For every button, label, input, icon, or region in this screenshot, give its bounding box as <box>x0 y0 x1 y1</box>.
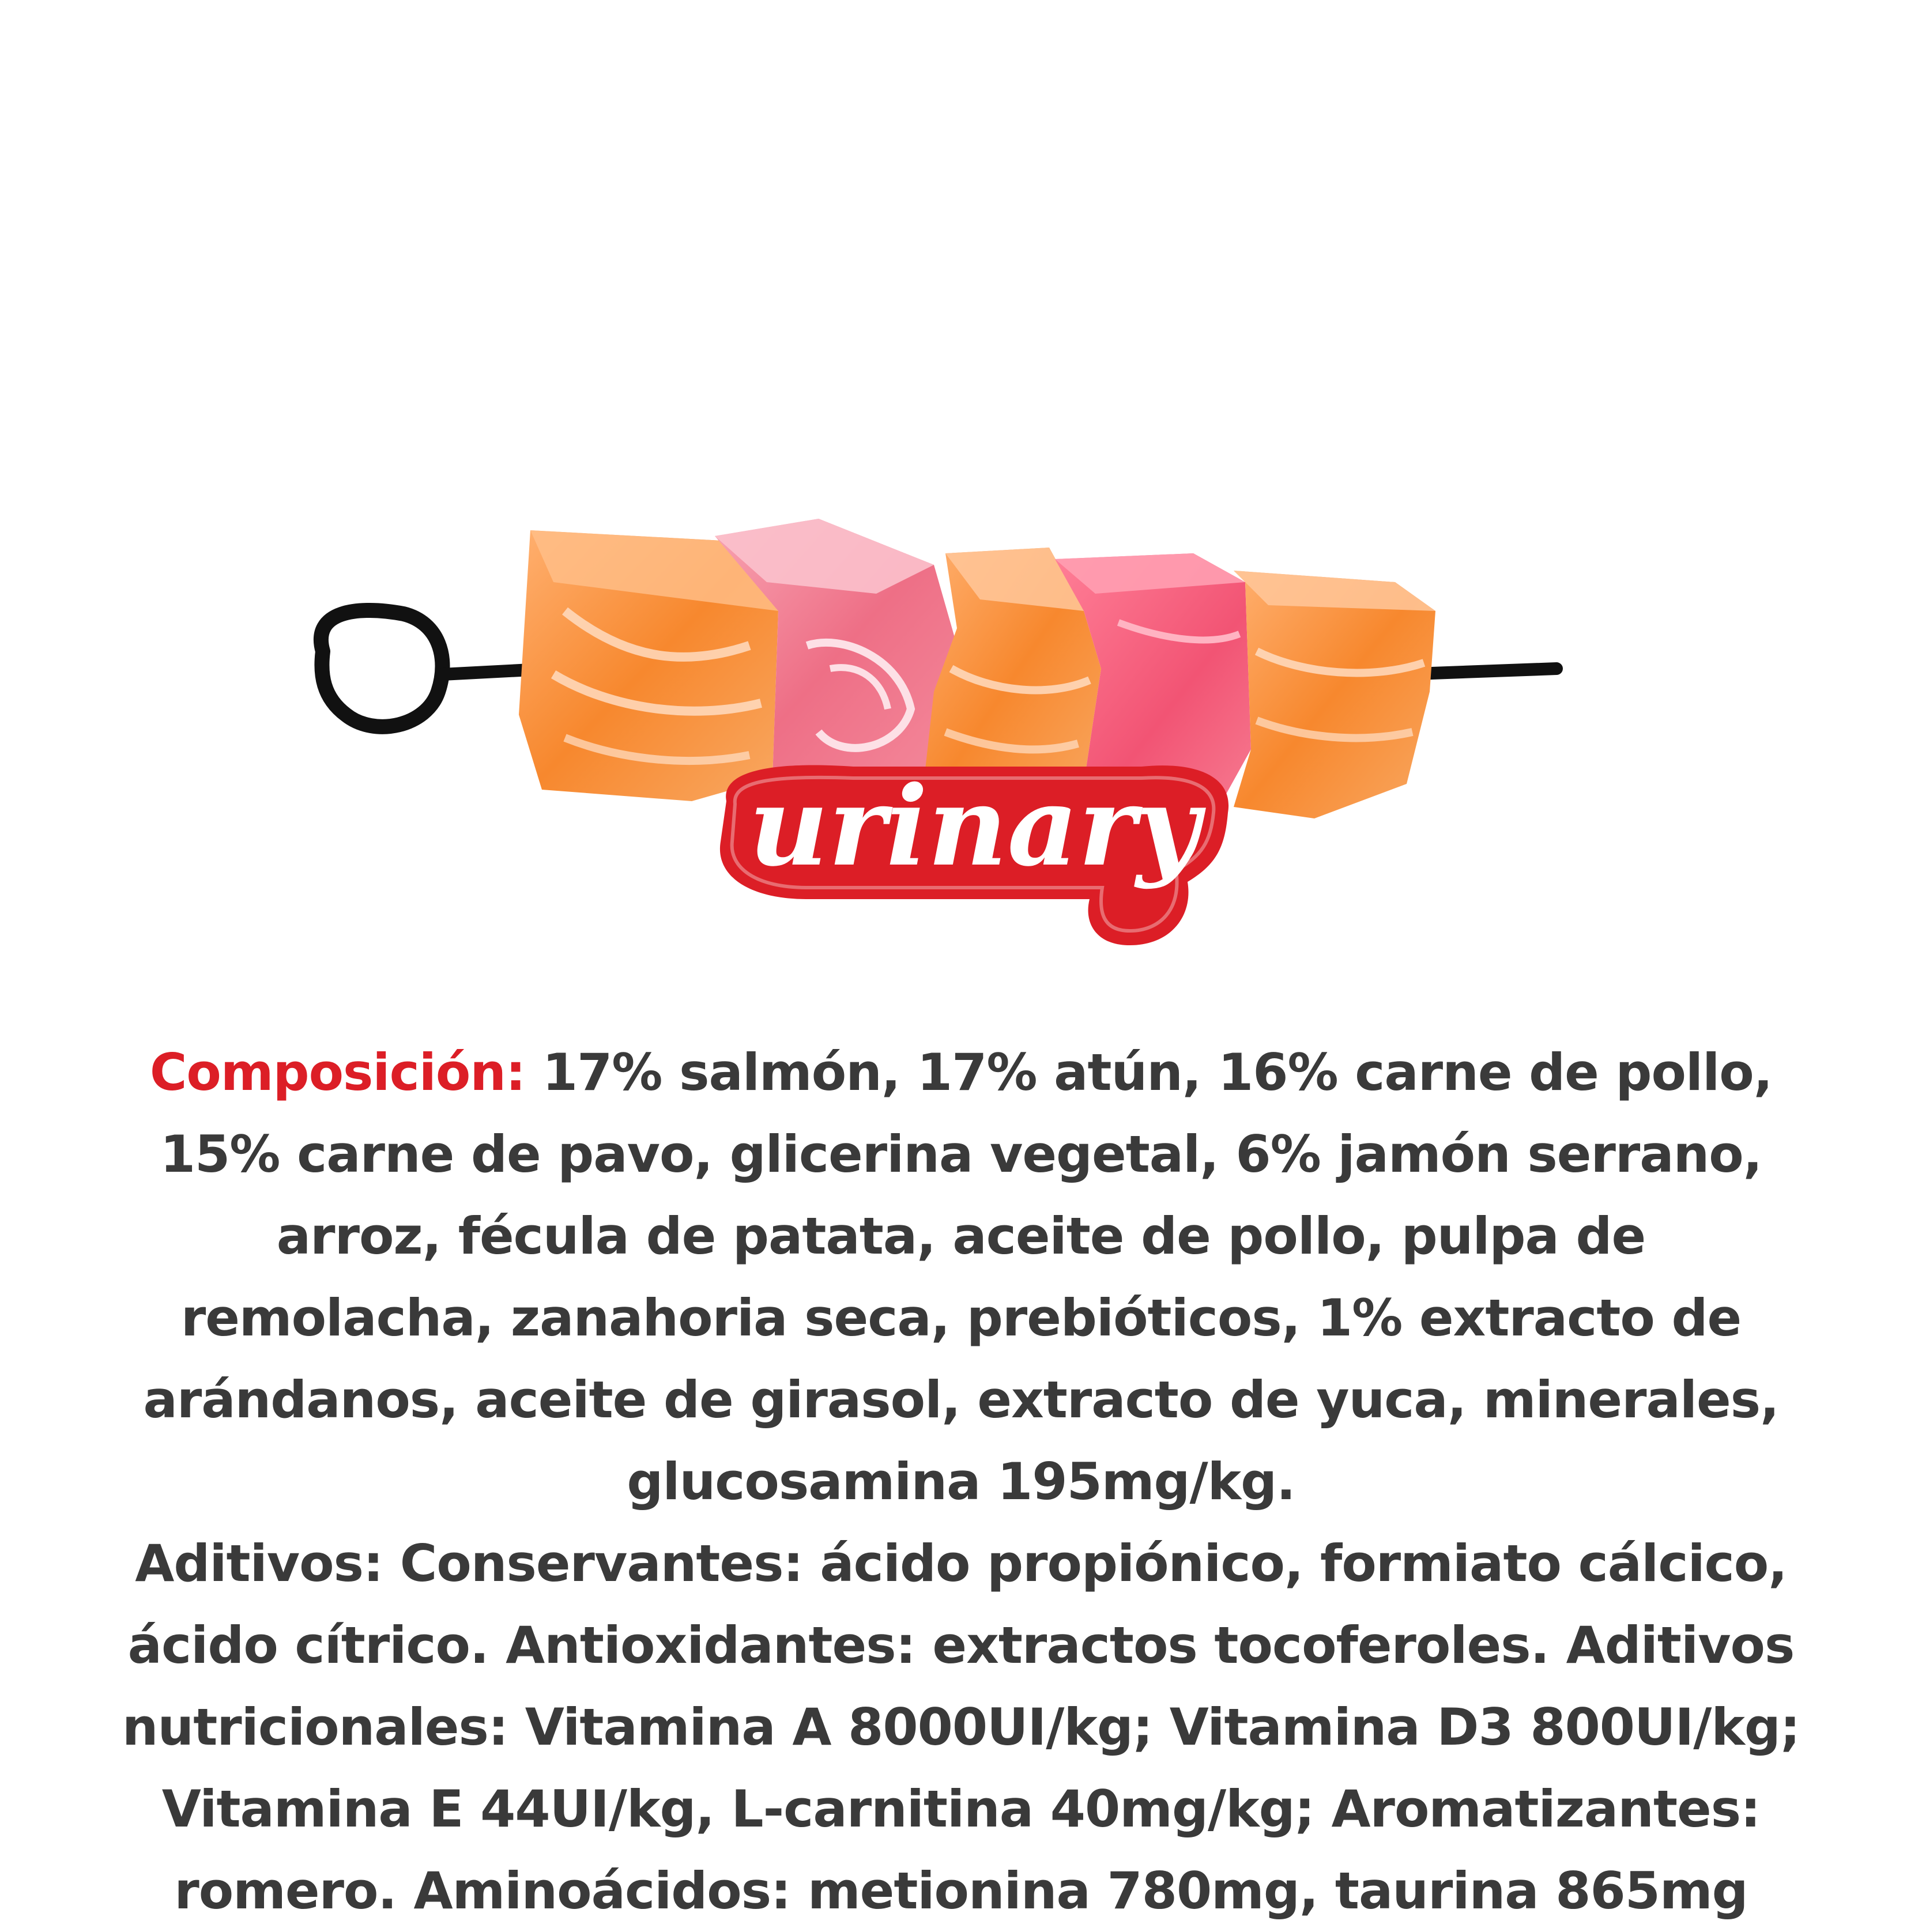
ingredients-section <box>121 1032 1801 1932</box>
salmon-piece-icon <box>1234 571 1435 818</box>
brand-logo-text: urinary <box>748 762 1200 890</box>
composition-paragraph <box>121 1032 1801 1523</box>
salmon-piece-icon <box>519 530 778 801</box>
composition-label: Composición: <box>149 1043 526 1102</box>
composition-text: 17% salmón, 17% atún, 16% carne de pollo, 15% carne de pavo, glicerina vegetal, 6% jamón serrano, arroz, fécula de patata, aceite de pollo, pulpa de remolacha, zanahoria seca, prebióticos, 1% extracto de arándanos, aceite de girasol, extracto de yuca, minerales, glucosamina 195mg/kg. <box>143 1043 1779 1511</box>
urinary-logo <box>720 762 1228 945</box>
additives-paragraph: Aditivos: Conservantes: ácido propiónico, formiato cálcico, ácido cítrico. Antioxidantes: extractos tocoferoles. Aditivos nutricionales: Vitamina A 8000UI/kg; Vitamina D3 800UI/kg; Vitamina E 44UI/kg, L-carnitina 40mg/kg; Aromatizantes: romero. Aminoácidos: metionina 780mg, taurina 865mg <box>122 1534 1800 1920</box>
